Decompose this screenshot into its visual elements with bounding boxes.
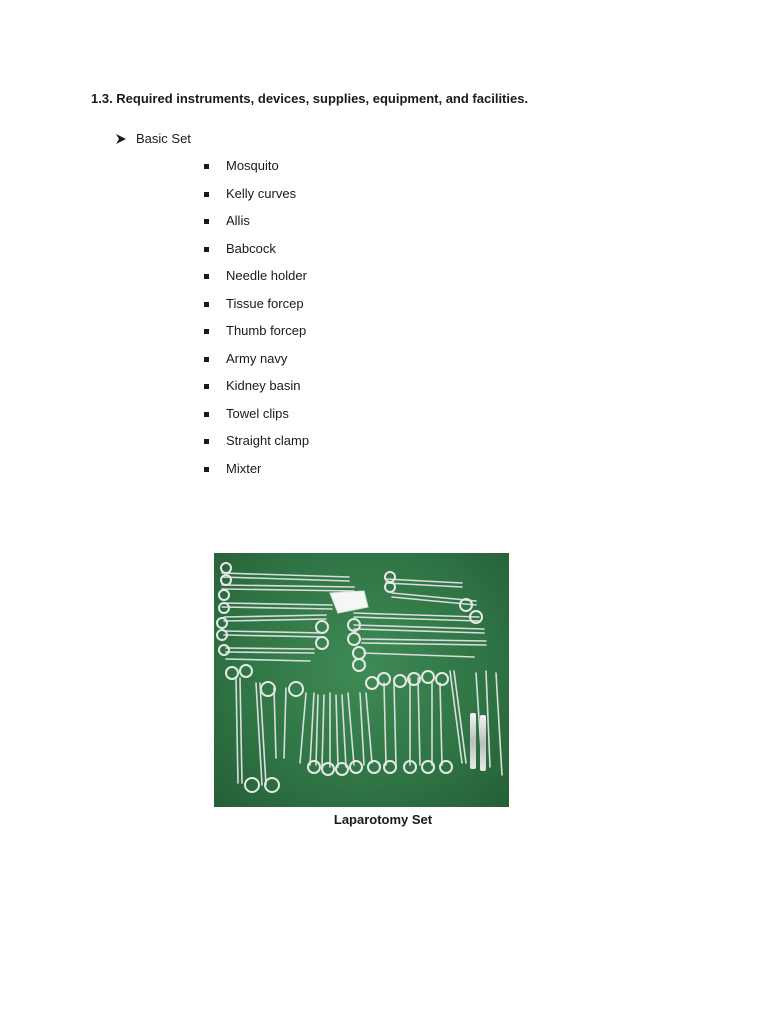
list-item bbox=[204, 406, 309, 434]
list-item-label: Towel clips bbox=[226, 405, 289, 421]
list-item-label: Mixter bbox=[226, 460, 262, 476]
list-item-label: Mosquito bbox=[226, 158, 279, 173]
list-item-label: Needle holder bbox=[226, 268, 307, 283]
arrow-bullet-icon bbox=[115, 133, 127, 145]
list-item bbox=[204, 351, 309, 379]
square-bullet-icon bbox=[204, 274, 209, 279]
square-bullet-icon bbox=[204, 357, 209, 362]
list-item bbox=[204, 296, 309, 324]
list-item-label: Babcock bbox=[226, 240, 276, 256]
basic-set-item bbox=[115, 131, 191, 146]
list-item-label: Army navy bbox=[226, 350, 288, 366]
list-item-label: Kidney basin bbox=[226, 378, 301, 393]
list-item-label: Allis bbox=[226, 213, 250, 228]
square-bullet-icon bbox=[204, 439, 209, 444]
list-item bbox=[204, 241, 309, 269]
square-bullet-icon bbox=[204, 384, 209, 389]
square-bullet-icon bbox=[204, 247, 209, 252]
list-item bbox=[204, 378, 309, 406]
list-item bbox=[204, 268, 309, 296]
square-bullet-icon bbox=[204, 192, 209, 197]
list-item bbox=[204, 433, 309, 461]
list-item-label: Tissue forcep bbox=[226, 295, 304, 311]
surgical-instruments-illustration bbox=[214, 553, 509, 807]
list-item-label: Thumb forcep bbox=[226, 323, 307, 338]
square-bullet-icon bbox=[204, 219, 209, 224]
list-item-label: Kelly curves bbox=[226, 185, 297, 201]
list-item bbox=[204, 323, 309, 351]
square-bullet-icon bbox=[204, 412, 209, 417]
square-bullet-icon bbox=[204, 302, 209, 307]
section-heading: 1.3. Required instruments, devices, supplies, equipment, and facilities. bbox=[91, 91, 529, 106]
list-item bbox=[204, 158, 309, 186]
instrument-list bbox=[204, 158, 309, 488]
basic-set-label: Basic Set bbox=[136, 131, 191, 146]
square-bullet-icon bbox=[204, 164, 209, 169]
list-item bbox=[204, 461, 309, 489]
laparotomy-set-photo bbox=[214, 553, 509, 807]
list-item bbox=[204, 213, 309, 241]
square-bullet-icon bbox=[204, 329, 209, 334]
list-item-label: Straight clamp bbox=[226, 433, 310, 448]
figure-caption: Laparotomy Set bbox=[333, 812, 433, 827]
square-bullet-icon bbox=[204, 467, 209, 472]
list-item bbox=[204, 186, 309, 214]
